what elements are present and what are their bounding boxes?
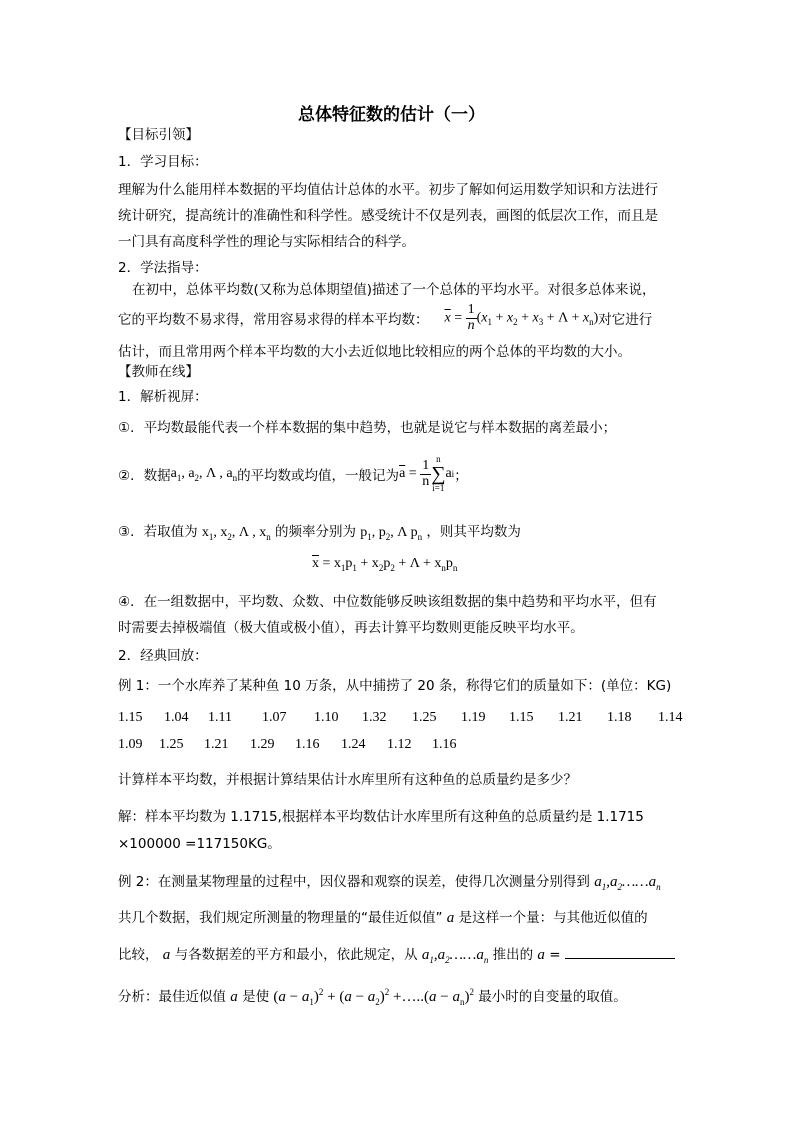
example-2-line-3-text: 比较， <box>118 947 159 963</box>
data-value: 1.21 <box>204 737 229 752</box>
data-value: 1.10 <box>314 710 339 725</box>
fraction-one-over-n: $\frac{1}{n}$ <box>467 301 475 333</box>
example-2-line-1-text: 例 2：在测量某物理量的过程中，因仪器和观察的误差，使得几次测量分别得到 <box>118 874 590 890</box>
example-2-line-3-end: 推出的 <box>492 947 534 963</box>
sample-mean-formula: $\overline{x}$ = $\frac{1}{n}$ $(x_1 + x_2 + x_3 + \Lambda + x_n)$ <box>444 301 599 333</box>
data-value: 1.25 <box>412 710 437 725</box>
data-value: 1.07 <box>262 710 287 725</box>
data-value: 1.04 <box>164 710 189 725</box>
data-value: 1.09 <box>118 737 143 752</box>
point-2-end: ； <box>454 468 468 484</box>
example-2-line-2-tail: 是这样一个量：与其他近似值的 <box>458 910 648 926</box>
answer-blank[interactable] <box>565 944 675 959</box>
example-1-data-row-1 <box>118 710 683 726</box>
point-4-line-2: 时需要去掉极端值（极大值或极小值），再去计算平均数则更能反映平均水平。 <box>118 620 584 636</box>
item-study-guide: 2．学法指导： <box>118 260 208 276</box>
example-2-line-2-text: 共几个数据，我们规定所测量的物理量的“最佳近似值” <box>118 910 443 926</box>
example-1-question: 计算样本平均数，并根据计算结果估计水库里所有这种鱼的总质量约是多少？ <box>118 772 577 788</box>
data-value: 1.15 <box>118 710 143 725</box>
data-value: 1.19 <box>461 710 486 725</box>
data-value: 1.25 <box>159 737 184 752</box>
data-value: 1.21 <box>558 710 583 725</box>
example-2-line-3-middle: 与各数据差的平方和最小，依此规定，从 <box>174 947 418 963</box>
data-value: 1.32 <box>362 710 387 725</box>
guide-paragraph-line-1: 在初中，总体平均数(又称为总体期望值)描述了一个总体的平均水平。对很多总体来说， <box>132 282 656 298</box>
section-header-goals: 【目标引领】 <box>118 127 199 143</box>
measurements-formula: $a_1,a_2\dots\dots a_n$ <box>421 947 489 965</box>
data-value: 1.12 <box>387 737 412 752</box>
mean-sum-formula: $\overline{a}$ = $\frac{1}{n}$ n ∑ i=1 a i <box>399 454 455 493</box>
guide-paragraph-line-2 <box>118 298 652 338</box>
guide-line-2-text: 它的平均数不易求得，常用容易求得的样本平均数： <box>118 312 429 328</box>
example-2-analysis <box>118 985 627 1007</box>
data-value: 1.18 <box>607 710 632 725</box>
section-header-teacher: 【教师在线】 <box>118 364 199 380</box>
example-2-line-3: 比较， a 与各数据差的平方和最小，依此规定，从 $a_1,a_2\dots\dots a_n$ 推出的 a = <box>118 943 675 965</box>
data-value: 1.16 <box>432 737 457 752</box>
variable-a: a <box>162 947 171 963</box>
goals-paragraph-line-2: 统计研究，提高统计的准确性和科学性。感受统计不仅是列表，画图的低层次工作，而且是 <box>118 208 658 224</box>
values-formula: $x_1$, $x_2$, Λ , $x_n$ <box>201 525 271 542</box>
goals-paragraph-line-3: 一门具有高度科学性的理论与实际相结合的科学。 <box>118 234 415 250</box>
point-3-end: ，则其平均数为 <box>426 524 521 540</box>
variable-a: a <box>537 947 545 963</box>
item-learning-goals: 1．学习目标： <box>118 154 208 170</box>
example-1-data-row-2 <box>118 737 457 753</box>
analysis-middle: 是使 <box>242 989 270 1005</box>
example-1-solution-line-1: 解：样本平均数为 1.1715,根据样本平均数估计水库里所有这种鱼的总质量约是 1.1715 <box>118 809 644 825</box>
item-classic-review: 2．经典回放： <box>118 648 208 664</box>
example-1-solution-line-2: ×100000 =117150KG。 <box>118 836 281 852</box>
measurements-formula: $a_1,a_2\dots\dots a_n$ <box>594 874 661 892</box>
analysis-end: 最小时的自变量的取值。 <box>478 989 627 1005</box>
data-value: 1.16 <box>295 737 320 752</box>
point-2-middle: 的平均数或均值，一般记为 <box>237 468 400 484</box>
point-2 <box>118 452 468 496</box>
data-value: 1.14 <box>658 710 683 725</box>
item-analysis: 1．解析视屏： <box>118 389 208 405</box>
point-3 <box>118 520 521 542</box>
data-value: 1.24 <box>341 737 366 752</box>
point-3-middle: 的频率分别为 <box>275 524 356 540</box>
data-sequence-formula: $a_1$, $a_2$, Λ , $a_n$ <box>170 465 238 483</box>
goals-paragraph-line-1: 理解为什么能用样本数据的平均值估计总体的水平。初步了解如何运用数学知识和方法进行 <box>118 182 658 198</box>
guide-paragraph-line-3: 估计，而且常用两个样本平均数的大小去近似地比较相应的两个总体的平均数的大小。 <box>118 344 631 360</box>
point-2-prefix: ②．数据 <box>118 468 171 484</box>
example-2-line-1 <box>118 870 661 892</box>
data-value: 1.11 <box>208 710 232 725</box>
weighted-mean-formula: $\overline{x} = x_1p_1 + x_2p_2 + \Lambda + x_np_n$ <box>312 556 458 573</box>
example-2-line-2 <box>118 906 648 927</box>
frequencies-formula: $p_1$, $p_2$, Λ $p_n$ <box>360 525 423 542</box>
point-3-prefix: ③．若取值为 <box>118 524 198 540</box>
variable-a: a <box>230 989 238 1005</box>
example-1-statement: 例 1：一个水库养了某种鱼 10 万条，从中捕捞了 20 条，称得它们的质量如下：(单位：KG) <box>118 678 672 694</box>
data-value: 1.15 <box>509 710 534 725</box>
sum-of-squares-formula: $(a - a_1)^2 + (a - a_2)^2$ +…..(a − $a_n)^2$ <box>273 987 474 1007</box>
variable-a: a <box>446 910 455 926</box>
point-4-line-1: ④．在一组数据中，平均数、众数、中位数能够反映该组数据的集中趋势和平均水平，但有 <box>118 594 657 610</box>
document-title: 总体特征数的估计（一） <box>298 105 485 125</box>
point-1: ①．平均数最能代表一个样本数据的集中趋势，也就是说它与样本数据的离差最小； <box>118 420 617 436</box>
analysis-prefix: 分析：最佳近似值 <box>118 989 226 1005</box>
guide-line-2-tail: 对它进行 <box>598 312 653 328</box>
data-value: 1.29 <box>250 737 275 752</box>
